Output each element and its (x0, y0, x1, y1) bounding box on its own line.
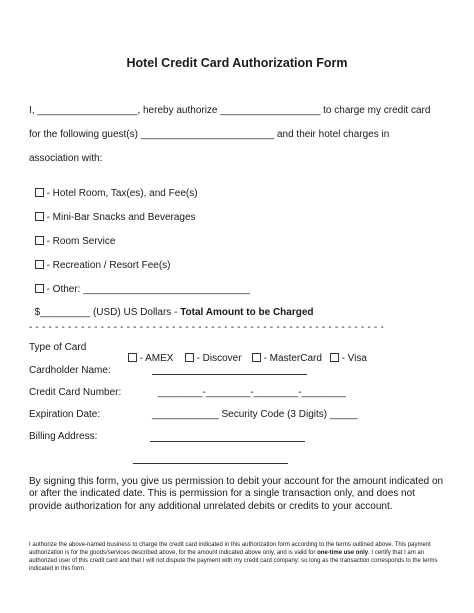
expiration-security-field[interactable]: ____________ Security Code (3 Digits) _____ (152, 409, 358, 420)
charge-option-hotel-room[interactable] (29, 177, 198, 199)
card-type-option-label: - Visa (341, 353, 367, 364)
card-type-option-label: - MasterCard (263, 353, 322, 364)
expiration-date-label: Expiration Date: (29, 409, 101, 420)
card-number-label: Credit Card Number: (29, 387, 122, 398)
separator-line: - - - - - - - - - - - - - - - - - - - - - - - - - - - - - - - - - - - - - - - - - - - - - - - - - - - - - - - (29, 322, 384, 333)
checkbox-icon[interactable] (330, 353, 339, 362)
card-type-option-label: - AMEX (139, 353, 174, 364)
card-type-discover[interactable] (179, 342, 242, 364)
fine-print-part-2: . I certify that I am an authorized user of this credit card and that I will not dispute the payment with my credit card company; so long as the transaction corresponds to the terms indicated in this form. (29, 550, 438, 572)
billing-address-label: Billing Address: (29, 431, 98, 442)
charge-option-minibar[interactable] (29, 201, 196, 223)
checkbox-icon[interactable] (185, 353, 194, 362)
charge-option-label: - Other: ______________________________ (46, 284, 251, 295)
authorization-line-1: I, __________________, hereby authorize __________________ to charge my credit card (29, 105, 431, 116)
checkbox-icon[interactable] (128, 353, 137, 362)
charge-option-label: - Mini-Bar Snacks and Beverages (46, 212, 196, 223)
consent-paragraph: By signing this form, you give us permission to debit your account for the amount indicated on or after the indicated date. This is permission for a single transaction only, and does not provide authorization for any additional unrelated debits or credits to your account. (29, 476, 444, 512)
checkbox-icon[interactable] (35, 212, 44, 221)
checkbox-icon[interactable] (35, 236, 44, 245)
fine-print-bold: one-time use only (317, 550, 369, 556)
billing-address-field-1[interactable] (150, 441, 305, 442)
checkbox-icon[interactable] (252, 353, 261, 362)
charge-option-label: - Hotel Room, Tax(es), and Fee(s) (46, 188, 198, 199)
checkbox-icon[interactable] (35, 284, 44, 293)
checkbox-icon[interactable] (35, 188, 44, 197)
amount-prefix: $_________ (USD) US Dollars - (34, 307, 181, 318)
cardholder-name-field[interactable] (152, 374, 307, 375)
authorization-line-3: association with: (29, 153, 103, 164)
page-title: Hotel Credit Card Authorization Form (126, 56, 348, 70)
card-type-amex[interactable] (122, 342, 173, 364)
card-type-visa[interactable] (324, 342, 367, 364)
card-type-mastercard[interactable] (246, 342, 322, 364)
amount-label: Total Amount to be Charged (180, 307, 314, 318)
fine-print-part-1: I authorize the above-named business to charge the credit card indicated in this authorization form according to the terms outlined above. This payment authorization is for the goods/services described above, for the amount indicated above only, and is valid for (29, 542, 431, 556)
checkbox-icon[interactable] (35, 260, 44, 269)
charge-option-label: - Recreation / Resort Fee(s) (46, 260, 171, 271)
amount-line (29, 296, 314, 318)
cardholder-name-label: Cardholder Name: (29, 365, 111, 376)
charge-option-room-service[interactable] (29, 225, 115, 247)
billing-address-field-2[interactable] (133, 463, 288, 464)
charge-option-label: - Room Service (46, 236, 116, 247)
charge-option-recreation[interactable] (29, 249, 171, 271)
fine-print (29, 541, 449, 573)
card-type-label: Type of Card (29, 342, 87, 353)
authorization-line-2: for the following guest(s) ________________________ and their hotel charges in (29, 129, 390, 140)
card-number-field[interactable]: ________-________-________-________ (158, 387, 346, 398)
charge-option-other[interactable] (29, 273, 250, 295)
card-type-option-label: - Discover (196, 353, 242, 364)
